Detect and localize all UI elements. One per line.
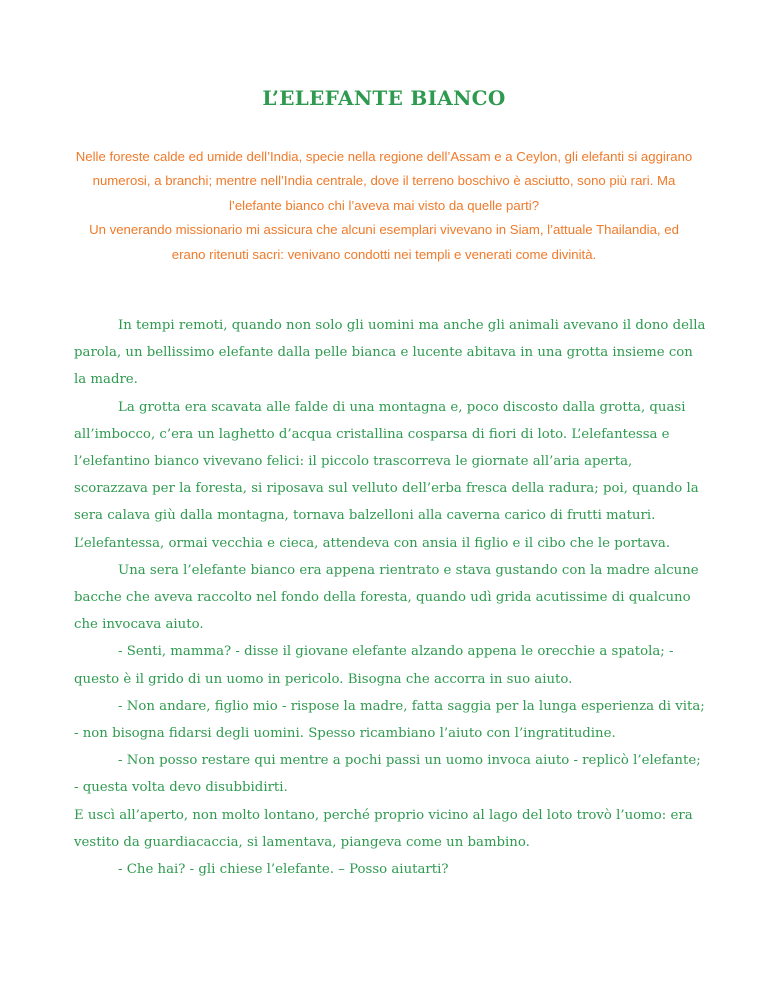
story-body [74,312,706,883]
story-paragraph-7: E uscì all’aperto, non molto lontano, perché proprio vicino al lago del loto trovò l’uomo: era vestito da guardiacaccia, si lamentava, piangeva come un bambino. [74,807,693,850]
story-paragraph-3: Una sera l’elefante bianco era appena rientrato e stava gustando con la madre alcune bacche che aveva raccolto nel fondo della foresta, quando udì grida acutissime di qualcuno che invocava aiuto. [74,562,699,633]
intro-paragraph-2: Un venerando missionario mi assicura che alcuni esemplari vivevano in Siam, l’attuale Thailandia, ed erano ritenuti sacri: venivano condotti nei templi e venerati come divinità. [89,222,679,262]
story-paragraph-1: In tempi remoti, quando non solo gli uomini ma anche gli animali avevano il dono della parola, un bellissimo elefante dalla pelle bianca e lucente abitava in una grotta insieme con la madre. [74,318,706,388]
intro-paragraph-1: Nelle foreste calde ed umide dell’India, specie nella regione dell’Assam e a Ceylon, gli elefanti si aggirano numerosi, a branchi; mentre nell’India centrale, dove il terreno boschivo è asciutto, sono più rari. Ma l’elefante bianco chi l’aveva mai visto da quelle parti? [75,149,693,213]
document-title: L’ELEFANTE BIANCO [262,86,506,110]
story-paragraph-4: - Senti, mamma? - disse il giovane elefante alzando appena le orecchie a spatola; - questo è il grido di un uomo in pericolo. Bisogna che accorra in suo aiuto. [74,644,674,687]
story-paragraph-2: La grotta era scavata alle falde di una montagna e, poco discosto dalla grotta, quasi all’imbocco, c’era un laghetto d’acqua cristallina cosparsa di fiori di loto. L’elefantessa e l’elefantino bianco vivevano felici: il piccolo trascorreva le giornate all’aria aperta, scorazzava per la foresta, si riposava sul velluto dell’erba fresca della radura; poi, quando la sera calava giù dalla montagna, tornava balzelloni alla caverna carico di frutti maturi. L’elefantessa, ormai vecchia e cieca, attendeva con ansia il figlio e il cibo che le portava. [74,399,699,551]
story-paragraph-8: - Che hai? - gli chiese l’elefante. – Posso aiutarti? [118,862,449,878]
story-paragraph-6: - Non posso restare qui mentre a pochi passi un uomo invoca aiuto - replicò l’elefante; - questa volta devo disubbidirti. [74,753,701,796]
intro-block [72,145,696,267]
story-paragraph-5: - Non andare, figlio mio - rispose la madre, fatta saggia per la lunga esperienza di vita; - non bisogna fidarsi degli uomini. Spesso ricambiano l’aiuto con l’ingratitudine. [74,698,705,742]
